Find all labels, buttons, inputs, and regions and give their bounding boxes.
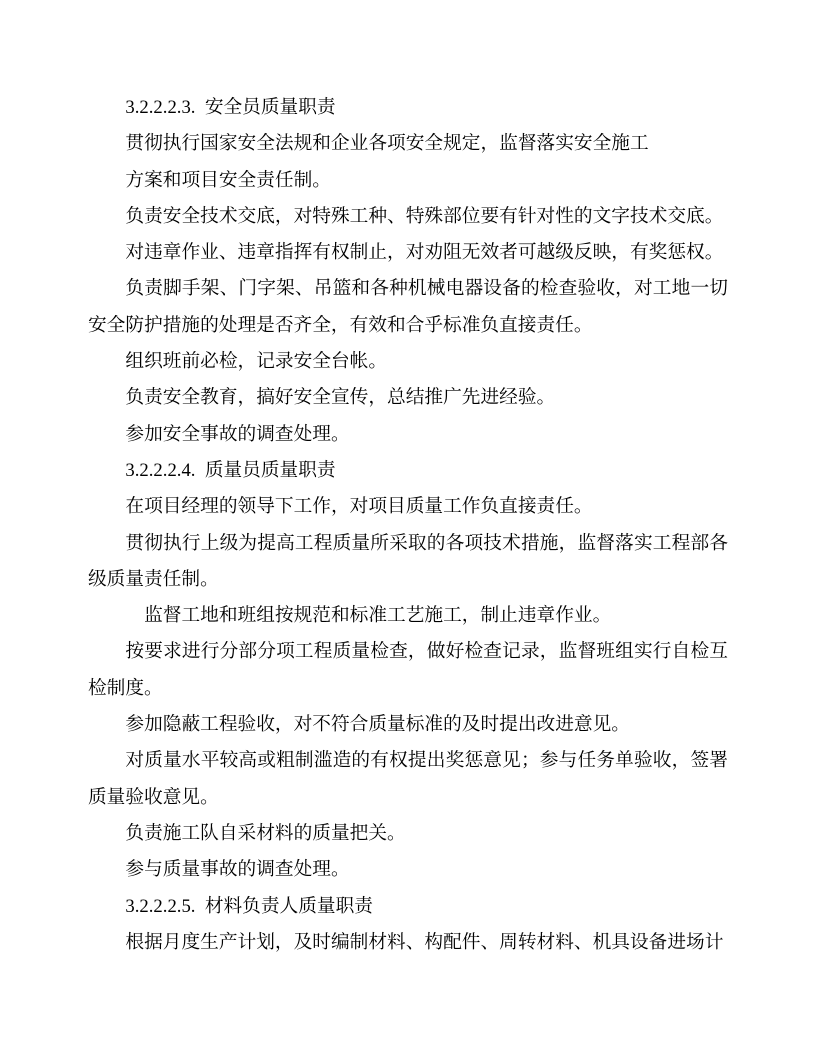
paragraph: 参加安全事故的调查处理。 [125, 423, 350, 445]
paragraph: 对违章作业、违章指挥有权制止，对劝阻无效者可越级反映，有奖惩权。 [125, 242, 724, 264]
paragraph: 对质量水平较高或粗制滥造的有权提出奖惩意见；参与任务单验收，签署质量验收意见。 [88, 750, 728, 808]
document-body [88, 90, 728, 961]
paragraph: 负责施工队自采材料的质量把关。 [125, 822, 406, 844]
paragraph: 参加隐蔽工程验收，对不符合质量标准的及时提出改进意见。 [125, 714, 630, 736]
paragraph: 组织班前必检，记录安全台帐。 [125, 351, 388, 373]
paragraph: 负责安全教育，搞好安全宣传，总结推广先进经验。 [125, 387, 556, 409]
paragraph: 负责脚手架、门字架、吊篮和各种机械电器设备的检查验收，对工地一切安全防护措施的处理是否齐全，有效和合乎标准负直接责任。 [88, 278, 728, 336]
paragraph: 方案和项目安全责任制。 [125, 169, 331, 191]
paragraph: 监督工地和班组按规范和标准工艺施工，制止违章作业。 [144, 605, 612, 627]
paragraph: 贯彻执行国家安全法规和企业各项安全规定，监督落实安全施工 [125, 133, 649, 155]
paragraph: 贯彻执行上级为提高工程质量所采取的各项技术措施，监督落实工程部各级质量责任制。 [88, 532, 728, 590]
paragraph: 负责安全技术交底，对特殊工种、特殊部位要有针对性的文字技术交底。 [125, 205, 724, 227]
section-heading: 3.2.2.2.3. 安全员质量职责 [125, 97, 336, 118]
paragraph: 参与质量事故的调查处理。 [125, 859, 350, 881]
paragraph: 按要求进行分部分项工程质量检查，做好检查记录，监督班组实行自检互检制度。 [88, 641, 728, 699]
section-heading: 3.2.2.2.5. 材料负责人质量职责 [125, 895, 373, 917]
paragraph: 根据月度生产计划，及时编制材料、构配件、周转材料、机具设备进场计 [125, 931, 724, 953]
paragraph: 在项目经理的领导下工作，对项目质量工作负直接责任。 [125, 496, 593, 518]
section-heading: 3.2.2.2.4. 质量员质量职责 [125, 459, 336, 481]
